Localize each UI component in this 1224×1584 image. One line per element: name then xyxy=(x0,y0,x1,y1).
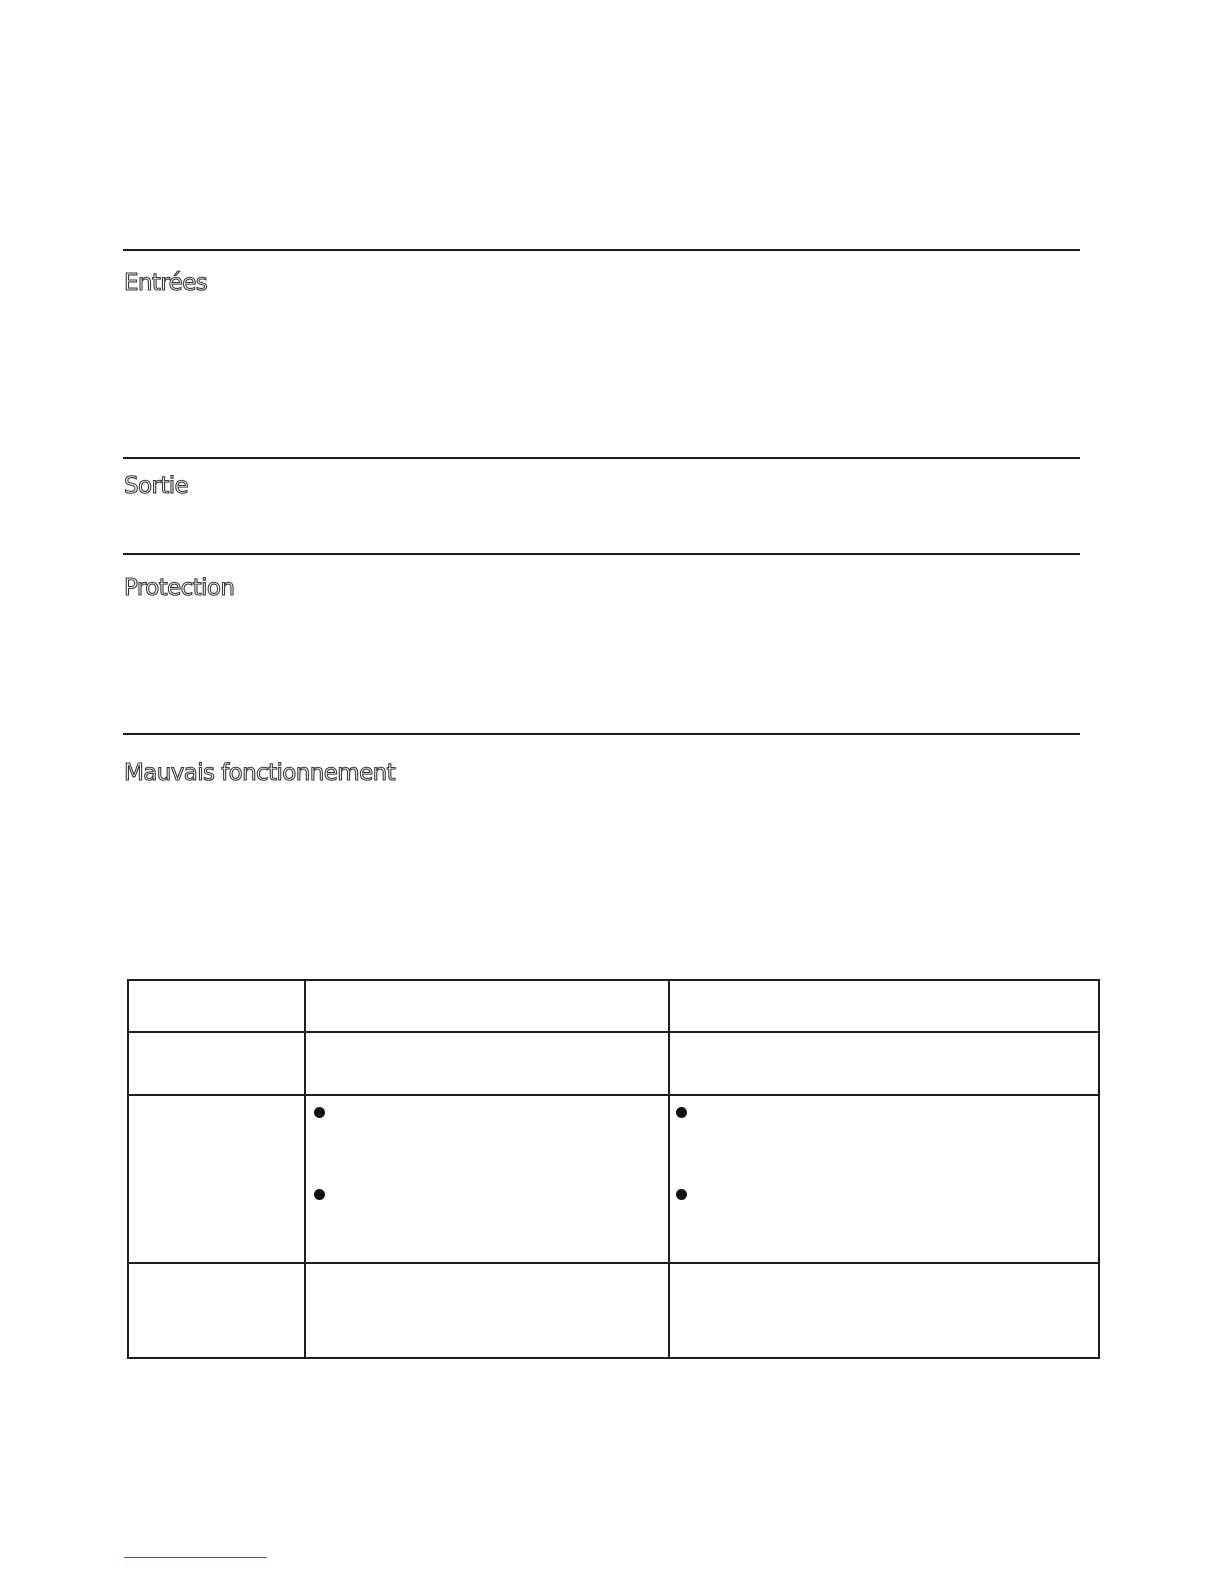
table-cell xyxy=(669,1263,1099,1358)
table-row xyxy=(128,1095,1099,1263)
bullet-icon xyxy=(314,1107,325,1118)
section-divider-sortie xyxy=(123,457,1080,459)
table-cell xyxy=(305,1032,669,1095)
table-cell xyxy=(305,980,669,1032)
table-cell xyxy=(669,1095,1099,1263)
section-divider-mauvais-fonctionnement xyxy=(123,733,1080,735)
troubleshooting-table xyxy=(127,979,1100,1359)
bullet-icon xyxy=(314,1189,325,1200)
table-row xyxy=(128,1263,1099,1358)
table-header-row xyxy=(128,980,1099,1032)
table-cell xyxy=(128,980,305,1032)
table-cell xyxy=(305,1095,669,1263)
bullet-icon xyxy=(676,1189,687,1200)
table-cell xyxy=(669,980,1099,1032)
section-divider-entrees xyxy=(123,249,1080,251)
table-cell xyxy=(128,1032,305,1095)
table-cell xyxy=(128,1263,305,1358)
table-cell xyxy=(669,1032,1099,1095)
section-title-protection: Protection xyxy=(124,575,235,601)
table-row xyxy=(128,1032,1099,1095)
section-divider-protection xyxy=(123,553,1080,555)
bullet-icon xyxy=(676,1107,687,1118)
table-cell xyxy=(128,1095,305,1263)
table-cell xyxy=(305,1263,669,1358)
footer-link-underline[interactable] xyxy=(124,1557,267,1558)
section-title-mauvais-fonctionnement: Mauvais fonctionnement xyxy=(124,760,396,786)
section-title-entrees: Entrées xyxy=(124,270,208,296)
section-title-sortie: Sortie xyxy=(124,473,189,499)
